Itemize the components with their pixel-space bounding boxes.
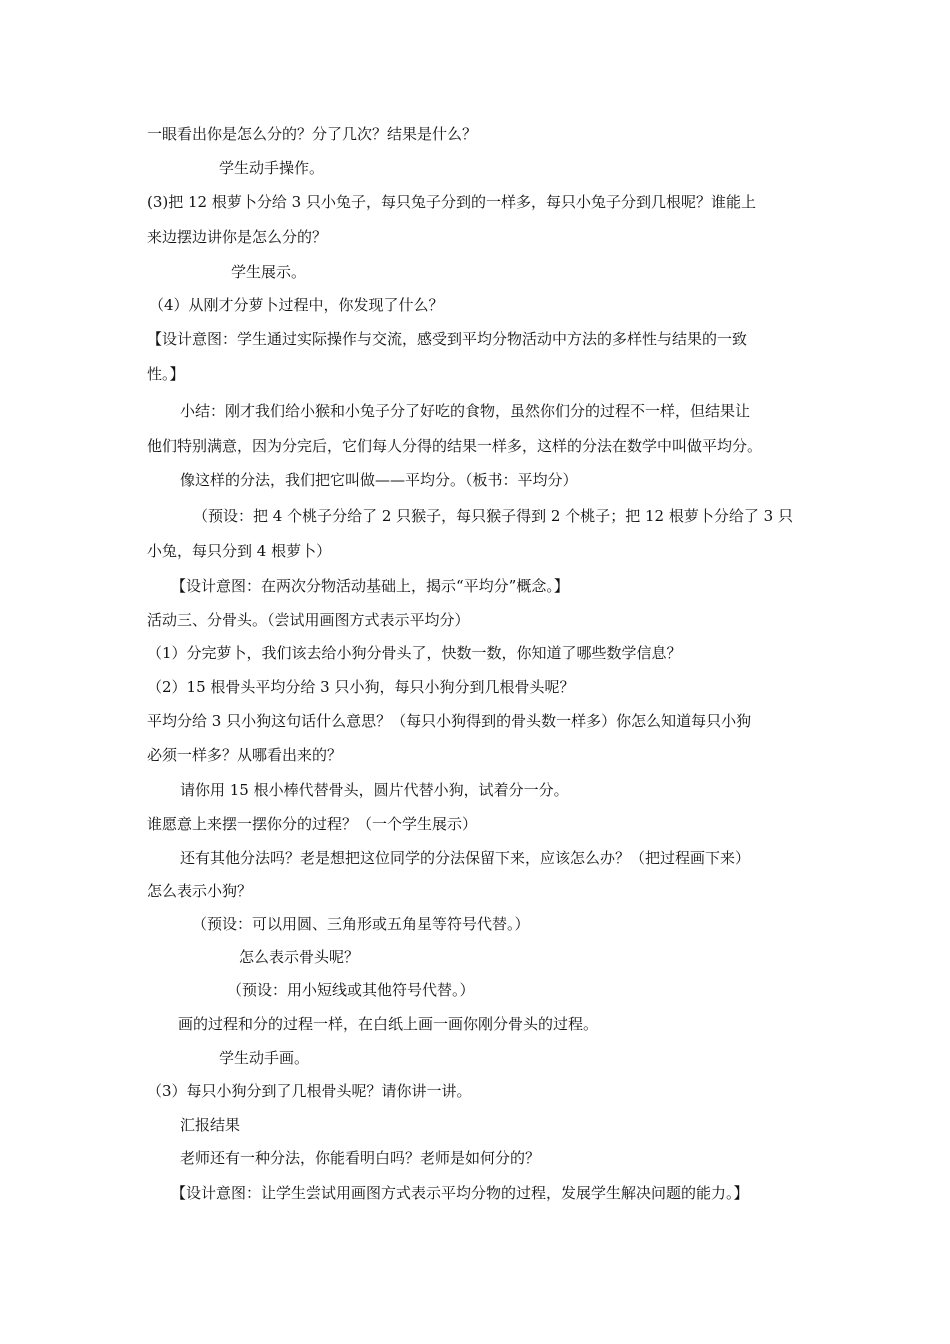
text-line: 老师还有一种分法，你能看明白吗？老师是如何分的？ xyxy=(180,1149,541,1167)
text-line: 一眼看出你是怎么分的？分了几次？结果是什么？ xyxy=(147,125,478,143)
text-line: 画的过程和分的过程一样，在白纸上画一画你刚分骨头的过程。 xyxy=(178,1015,599,1033)
design-intent-note: 【设计意图：在两次分物活动基础上，揭示“平均分”概念。】 xyxy=(171,577,569,595)
text-line: 学生动手操作。 xyxy=(219,159,325,177)
text-line: 请你用 15 根小棒代替骨头，圆片代替小狗，试着分一分。 xyxy=(180,781,569,799)
text-line: 谁愿意上来摆一摆你分的过程？（一个学生展示） xyxy=(147,815,478,833)
summary-paragraph: 小结：刚才我们给小猴和小兔子分了好吃的食物，虽然你们分的过程不一样，但结果让 xyxy=(180,402,751,420)
text-line: 学生动手画。 xyxy=(219,1049,310,1067)
text-line: 汇报结果 xyxy=(180,1116,241,1134)
text-line: （1）分完萝卜，我们该去给小狗分骨头了，快数一数，你知道了哪些数学信息？ xyxy=(147,644,682,662)
text-line: 来边摆边讲你是怎么分的？ xyxy=(147,228,328,246)
text-line: 平均分给 3 只小狗这句话什么意思？（每只小狗得到的骨头数一样多）你怎么知道每只小狗 xyxy=(147,712,752,730)
text-line: （预设：用小短线或其他符号代替。） xyxy=(227,981,475,999)
design-intent-note: 性。】 xyxy=(147,365,185,383)
design-intent-note: 【设计意图：学生通过实际操作与交流，感受到平均分物活动中方法的多样性与结果的一致 xyxy=(147,330,748,348)
text-line: 怎么表示小狗？ xyxy=(147,882,253,900)
text-line: （4）从刚才分萝卜过程中，你发现了什么？ xyxy=(149,296,444,314)
text-line: （2）15 根骨头平均分给 3 只小狗，每只小狗分到几根骨头呢？ xyxy=(147,678,575,696)
text-line: 小兔，每只分到 4 根萝卜） xyxy=(147,542,332,560)
text-line: 必须一样多？从哪看出来的？ xyxy=(147,746,343,764)
text-line: (3)把 12 根萝卜分给 3 只小兔子，每只兔子分到的一样多，每只小兔子分到几根呢？谁能上 xyxy=(147,193,756,211)
text-line: 学生展示。 xyxy=(231,263,307,281)
text-line: （预设：可以用圆、三角形或五角星等符号代替。） xyxy=(192,915,530,933)
text-line: 还有其他分法吗？老是想把这位同学的分法保留下来，应该怎么办？（把过程画下来） xyxy=(180,849,751,867)
summary-paragraph: 他们特别满意，因为分完后，它们每人分得的结果一样多，这样的分法在数学中叫做平均分。 xyxy=(147,437,763,455)
text-line: （3）每只小狗分到了几根骨头呢？请你讲一讲。 xyxy=(147,1082,472,1100)
text-line: （预设：把 4 个桃子分给了 2 只猴子，每只猴子得到 2 个桃子；把 12 根萝卜分给了 3 只 xyxy=(193,507,793,525)
section-heading: 活动三、分骨头。（尝试用画图方式表示平均分） xyxy=(147,611,470,629)
design-intent-note: 【设计意图：让学生尝试用画图方式表示平均分物的过程，发展学生解决问题的能力。】 xyxy=(171,1184,749,1202)
text-line: 像这样的分法，我们把它叫做——平均分。（板书：平均分） xyxy=(180,471,578,489)
text-line: 怎么表示骨头呢？ xyxy=(239,948,360,966)
